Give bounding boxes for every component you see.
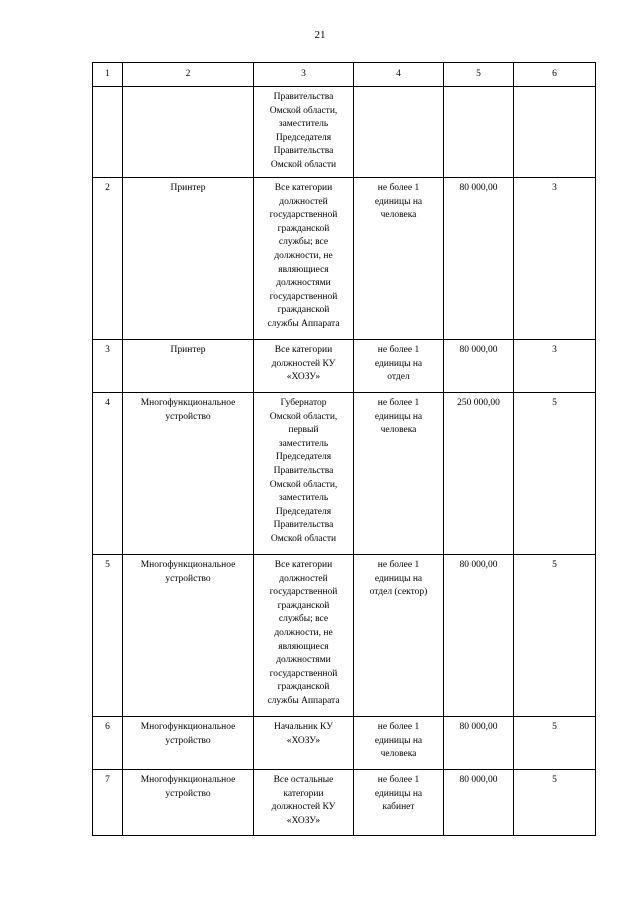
equipment-name-cell [123,87,254,178]
position-category-cell-line: Омской области [270,533,337,544]
page-number: 21 [314,29,326,41]
position-category-cell-line: Все категории [274,183,333,193]
service-years-cell: 5 [514,555,596,717]
max-price-cell: 80 000,00 [444,340,514,393]
position-category-cell-line: гражданской [277,682,330,693]
position-category-cell-line: государственной [269,210,338,221]
position-category-cell-line: Председателя [275,506,332,517]
equipment-name-cell-line: устройство [165,411,211,422]
position-category-cell-line: Омской области [270,159,337,170]
position-category-cell-line: первый [288,425,319,436]
position-category-cell-line: должностей [279,196,328,207]
position-category-cell-line: Начальник КУ [274,722,333,732]
quantity-limit-cell [354,178,444,340]
position-category-cell-line: гражданской [277,305,330,316]
position-category-cell-line: должностей [279,573,328,584]
position-category-cell-line: должностей КУ [271,358,336,369]
row-number-cell: 4 [93,393,123,555]
quantity-limit-cell-line: человека [380,425,417,436]
position-category-cell [254,340,354,393]
quantity-limit-cell [354,340,444,393]
position-category-cell-line: должностями [276,655,331,666]
quantity-limit-cell [354,717,444,770]
equipment-name-cell-line: Многофункциональное [140,775,236,785]
equipment-name-cell-line: Принтер [170,183,206,193]
row-number-cell: 6 [93,717,123,770]
table-header-row [93,63,596,87]
quantity-limit-cell-line: не более 1 [377,722,420,732]
max-price-cell: 80 000,00 [444,555,514,717]
header-cell: 1 [93,63,123,87]
position-category-cell-line: должности, не [274,627,333,638]
position-category-cell [254,717,354,770]
position-category-cell-line: заместитель [278,438,329,449]
position-category-cell-line: Все категории [274,345,333,355]
quantity-limit-cell-line: отдел (сектор) [369,587,428,598]
quantity-limit-cell [354,770,444,836]
service-years-cell [514,87,596,178]
row-number-cell: 5 [93,555,123,717]
position-category-cell-line: должности, не [274,250,333,261]
table-row [93,87,596,178]
position-category-cell-line: Все категории [274,560,333,570]
quantity-limit-cell-line: отдел [387,372,410,383]
quantity-limit-cell-line: человека [380,210,417,221]
position-category-cell-line: службы Аппарата [267,318,340,329]
service-years-cell: 3 [514,340,596,393]
max-price-cell [444,87,514,178]
position-category-cell-line: Председателя [275,132,332,143]
row-number-cell: 2 [93,178,123,340]
position-category-cell-line: службы; все [278,614,329,625]
position-category-cell-line: Омской области, [269,105,338,116]
position-category-cell [254,770,354,836]
table-row [93,178,596,340]
quantity-limit-cell [354,555,444,717]
header-cell: 5 [444,63,514,87]
equipment-name-cell [123,717,254,770]
quantity-limit-cell-line: не более 1 [377,560,420,570]
position-category-cell-line: категории [283,788,324,799]
equipment-name-cell-line: Многофункциональное [140,398,236,408]
position-category-cell-line: являющиеся [278,264,329,275]
quantity-limit-cell [354,393,444,555]
position-category-cell-line: являющиеся [278,641,329,652]
equipment-name-cell-line: Многофункциональное [140,722,236,732]
quantity-limit-cell-line: единицы на [374,788,423,799]
equipment-norms-table [92,62,596,836]
header-cell: 4 [354,63,444,87]
position-category-cell [254,87,354,178]
position-category-cell-line: Председателя [275,452,332,463]
position-category-cell-line: «ХОЗУ» [286,815,321,826]
quantity-limit-cell-line: не более 1 [377,398,420,408]
table-row [93,555,596,717]
position-category-cell-line: «ХОЗУ» [286,372,321,383]
quantity-limit-cell-line: единицы на [374,573,423,584]
max-price-cell: 250 000,00 [444,393,514,555]
max-price-cell: 80 000,00 [444,770,514,836]
row-number-cell: 3 [93,340,123,393]
equipment-name-cell [123,178,254,340]
position-category-cell-line: государственной [269,291,338,302]
position-category-cell-line: Правительства [273,520,334,531]
table-row [93,717,596,770]
quantity-limit-cell-line: не более 1 [377,183,420,193]
quantity-limit-cell-line: кабинет [382,802,415,813]
quantity-limit-cell-line: человека [380,749,417,760]
position-category-cell-line: должностями [276,278,331,289]
position-category-cell-line: государственной [269,668,338,679]
max-price-cell: 80 000,00 [444,717,514,770]
position-category-cell-line: заместитель [278,493,329,504]
equipment-name-cell-line: устройство [165,573,211,584]
row-number-cell [93,87,123,178]
position-category-cell-line: государственной [269,587,338,598]
equipment-name-cell [123,340,254,393]
position-category-cell-line: должностей КУ [271,802,336,813]
equipment-name-cell-line: устройство [165,735,211,746]
equipment-name-cell [123,393,254,555]
service-years-cell: 5 [514,393,596,555]
position-category-cell-line: службы Аппарата [267,695,340,706]
max-price-cell: 80 000,00 [444,178,514,340]
equipment-name-cell-line: Принтер [170,345,206,355]
quantity-limit-cell-line: единицы на [374,735,423,746]
position-category-cell-line: гражданской [277,223,330,234]
equipment-name-cell [123,555,254,717]
table-row [93,340,596,393]
service-years-cell: 5 [514,717,596,770]
position-category-cell-line: Омской области, [269,411,338,422]
position-category-cell-line: Омской области, [269,479,338,490]
quantity-limit-cell-line: единицы на [374,196,423,207]
service-years-cell: 3 [514,178,596,340]
position-category-cell-line: службы; все [278,237,329,248]
header-cell: 3 [254,63,354,87]
position-category-cell [254,393,354,555]
header-cell: 2 [123,63,254,87]
quantity-limit-cell-line: единицы на [374,358,423,369]
position-category-cell-line: Губернатор [280,398,327,408]
position-category-cell-line: гражданской [277,600,330,611]
table-row [93,393,596,555]
equipment-name-cell-line: устройство [165,788,211,799]
service-years-cell: 5 [514,770,596,836]
quantity-limit-cell-line: не более 1 [377,775,420,785]
position-category-cell [254,178,354,340]
header-cell: 6 [514,63,596,87]
position-category-cell-line: «ХОЗУ» [286,735,321,746]
row-number-cell: 7 [93,770,123,836]
position-category-cell-line: Правительства [273,146,334,157]
position-category-cell-line: Все остальные [273,775,334,785]
position-category-cell-line: Правительства [273,465,334,476]
equipment-name-cell-line: Многофункциональное [140,560,236,570]
quantity-limit-cell [354,87,444,178]
position-category-cell [254,555,354,717]
quantity-limit-cell-line: не более 1 [377,345,420,355]
position-category-cell-line: Правительства [273,92,334,102]
position-category-cell-line: заместитель [278,119,329,130]
equipment-name-cell [123,770,254,836]
table-row [93,770,596,836]
quantity-limit-cell-line: единицы на [374,411,423,422]
